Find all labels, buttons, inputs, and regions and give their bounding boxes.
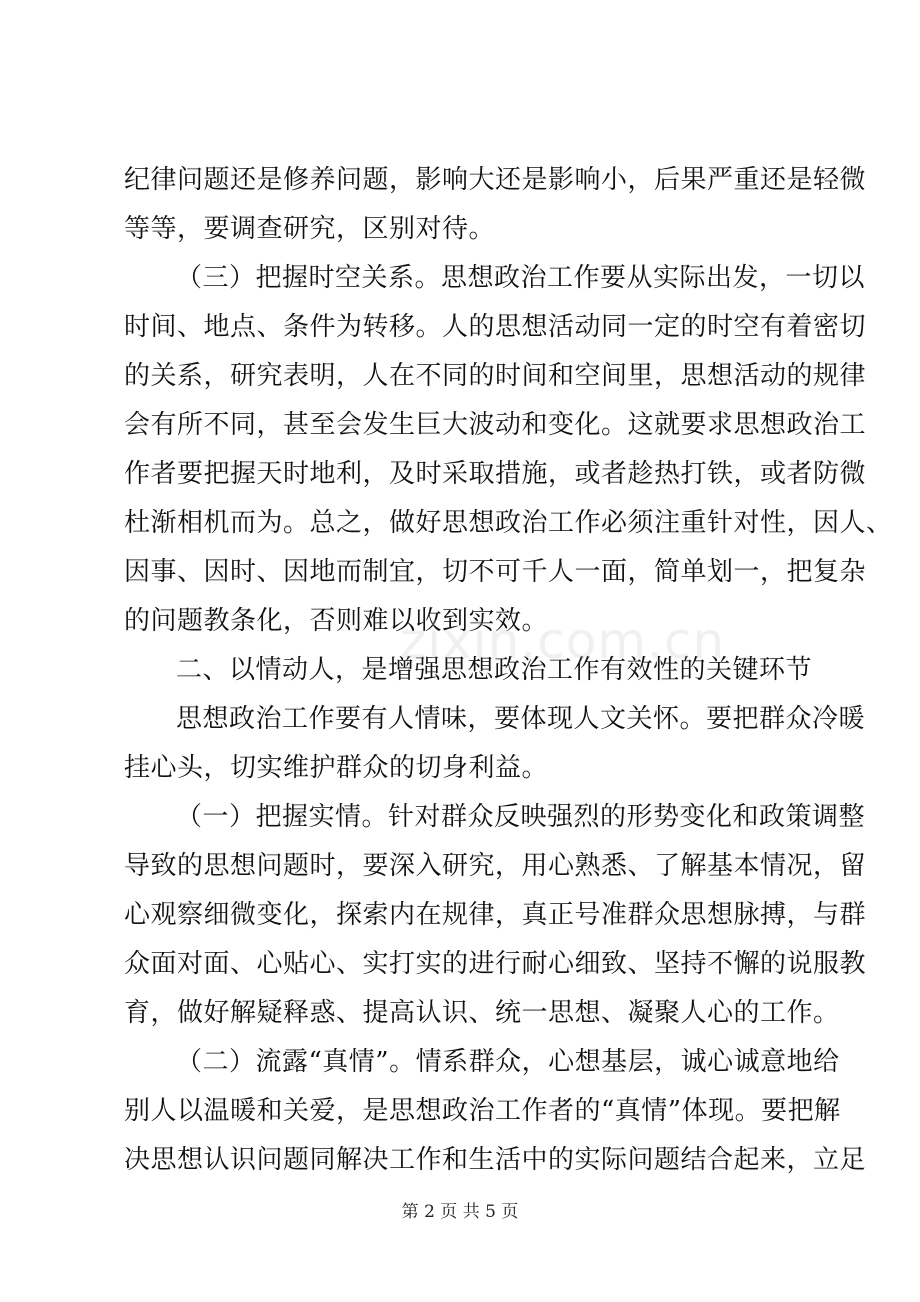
text-line: 作者要把握天时地利，及时采取措施，或者趁热打铁，或者防微 bbox=[124, 459, 867, 489]
text-line: 决思想认识问题同解决工作和生活中的实际问题结合起来，立足 bbox=[124, 1145, 867, 1175]
text-line: 的问题教条化，否则难以收到实效。 bbox=[124, 606, 549, 636]
text-line: 心观察细微变化，探索内在规律，真正号准群众思想脉搏，与群 bbox=[124, 900, 867, 930]
text-line: 等等，要调查研究，区别对待。 bbox=[124, 214, 496, 244]
text-line: （三）把握时空关系。思想政治工作要从实际出发，一切以 bbox=[176, 263, 866, 293]
text-line: 挂心头，切实维护群众的切身利益。 bbox=[124, 753, 549, 783]
text-line: 时间、地点、条件为转移。人的思想活动同一定的时空有着密切 bbox=[124, 312, 867, 342]
watermark: zixin.com.cn bbox=[400, 612, 726, 670]
text-line: 众面对面、心贴心、实打实的进行耐心细致、坚持不懈的说服教 bbox=[124, 949, 867, 979]
section-heading: 二、以情动人，是增强思想政治工作有效性的关键环节 bbox=[176, 655, 813, 685]
text-line: （一）把握实情。针对群众反映强烈的形势变化和政策调整 bbox=[176, 802, 866, 832]
text-line: 思想政治工作要有人情味，要体现人文关怀。要把群众冷暖 bbox=[176, 704, 866, 734]
text-line: 别人以温暖和关爱，是思想政治工作者的“真情”体现。要把解 bbox=[124, 1096, 841, 1126]
text-line: （二）流露“真情”。情系群众，心想基层，诚心诚意地给 bbox=[176, 1047, 840, 1077]
text-line: 杜渐相机而为。总之，做好思想政治工作必须注重针对性，因人、 bbox=[124, 508, 893, 538]
text-line: 纪律问题还是修养问题，影响大还是影响小，后果严重还是轻微 bbox=[124, 165, 867, 195]
text-line: 的关系，研究表明，人在不同的时间和空间里，思想活动的规律 bbox=[124, 361, 867, 391]
text-line: 会有所不同，甚至会发生巨大波动和变化。这就要求思想政治工 bbox=[124, 410, 867, 440]
text-line: 因事、因时、因地而制宜，切不可千人一面，简单划一，把复杂 bbox=[124, 557, 867, 587]
text-line: 导致的思想问题时，要深入研究，用心熟悉、了解基本情况，留 bbox=[124, 851, 867, 881]
page-footer: 第 2 页 共 5 页 bbox=[401, 1202, 519, 1222]
text-line: 育，做好解疑释惑、提高认识、统一思想、凝聚人心的工作。 bbox=[124, 998, 840, 1028]
